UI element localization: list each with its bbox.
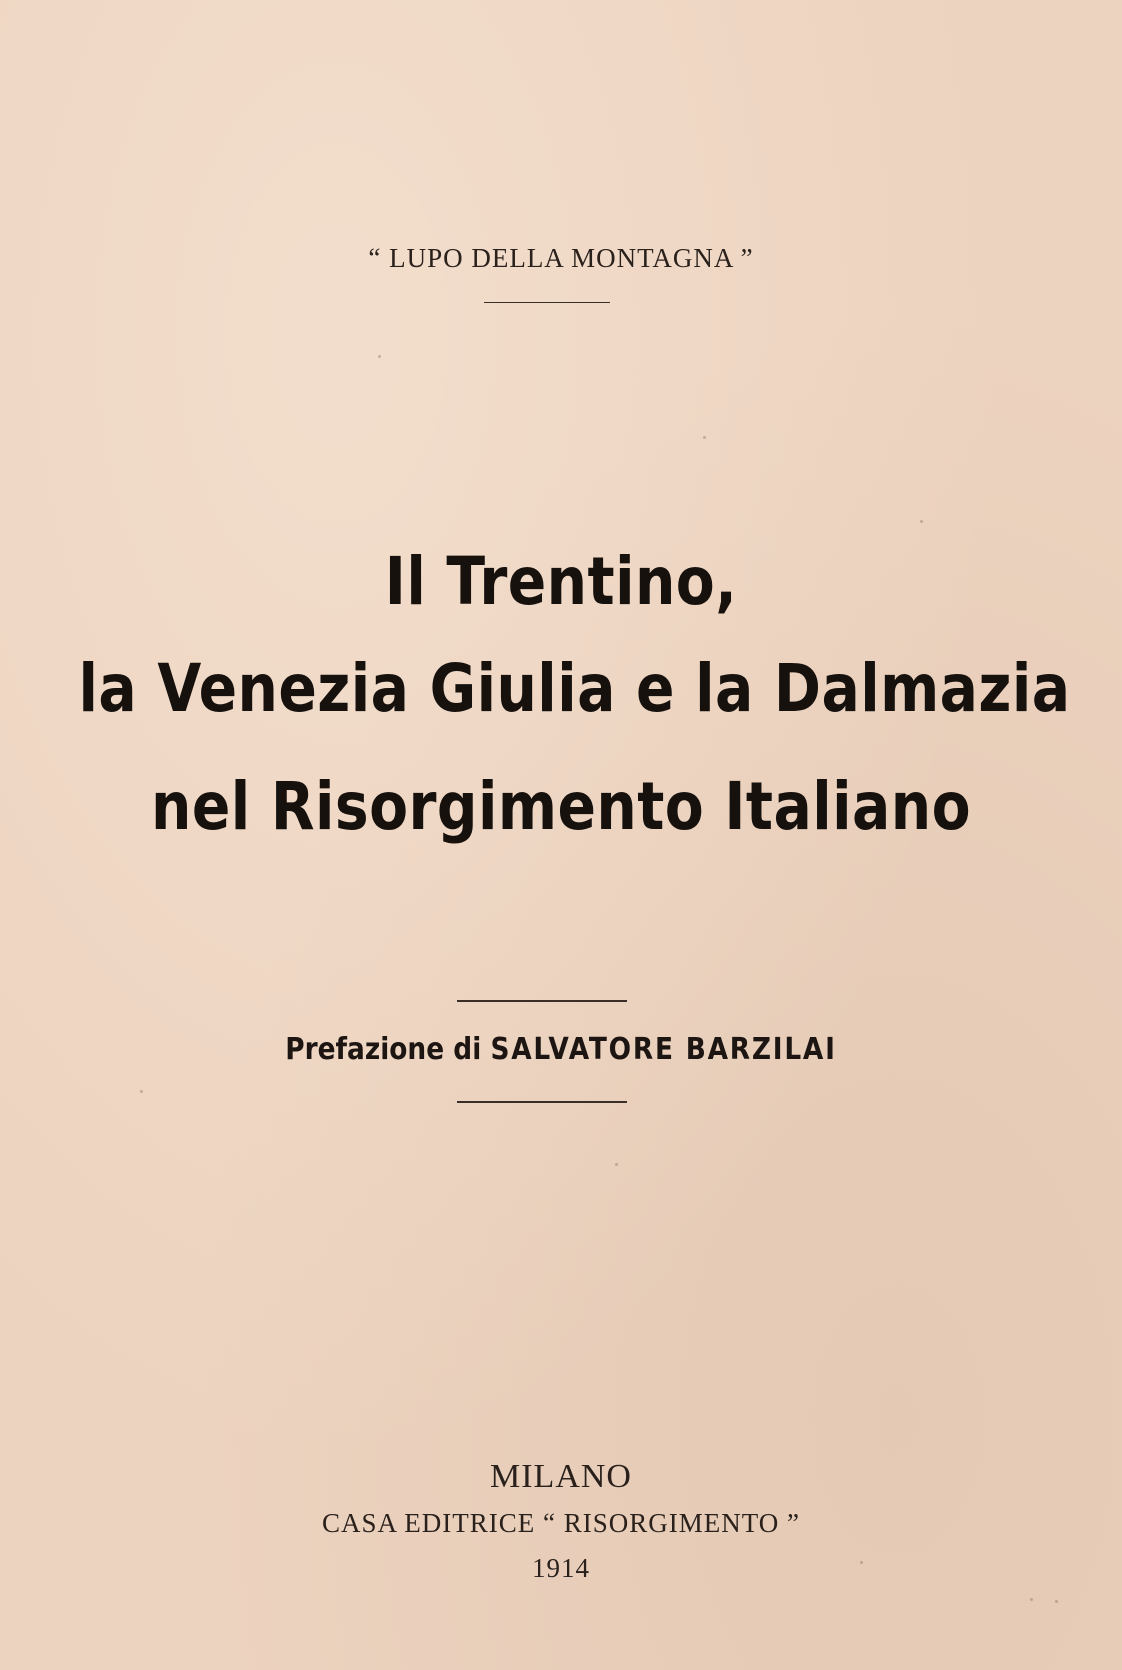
paper-speck (703, 436, 706, 439)
book-title-line-2: la Venezia Giulia e la Dalmazia (78, 650, 1071, 727)
divider-rule (484, 302, 610, 303)
paper-speck (140, 1090, 143, 1093)
divider-rule (457, 1000, 627, 1002)
imprint-city: MILANO (490, 1458, 632, 1495)
divider-rule (457, 1101, 627, 1103)
paper-speck (1055, 1600, 1058, 1603)
author-pseudonym: “ LUPO DELLA MONTAGNA ” (368, 243, 754, 273)
preface-prefix: Prefazione di (285, 1032, 482, 1067)
imprint-year: 1914 (532, 1553, 590, 1583)
paper-speck (615, 1163, 618, 1166)
preface-author: SALVATORE BARZILAI (490, 1032, 837, 1067)
imprint-publisher: CASA EDITRICE “ RISORGIMENTO ” (322, 1508, 800, 1538)
paper-speck (860, 1561, 863, 1564)
book-title-line-3: nel Risorgimento Italiano (150, 768, 971, 845)
paper-speck (378, 355, 381, 358)
paper-speck (1030, 1598, 1033, 1601)
book-title-line-1: Il Trentino, (384, 543, 738, 620)
preface-credit (67, 1032, 1054, 1067)
paper-speck (920, 520, 923, 523)
